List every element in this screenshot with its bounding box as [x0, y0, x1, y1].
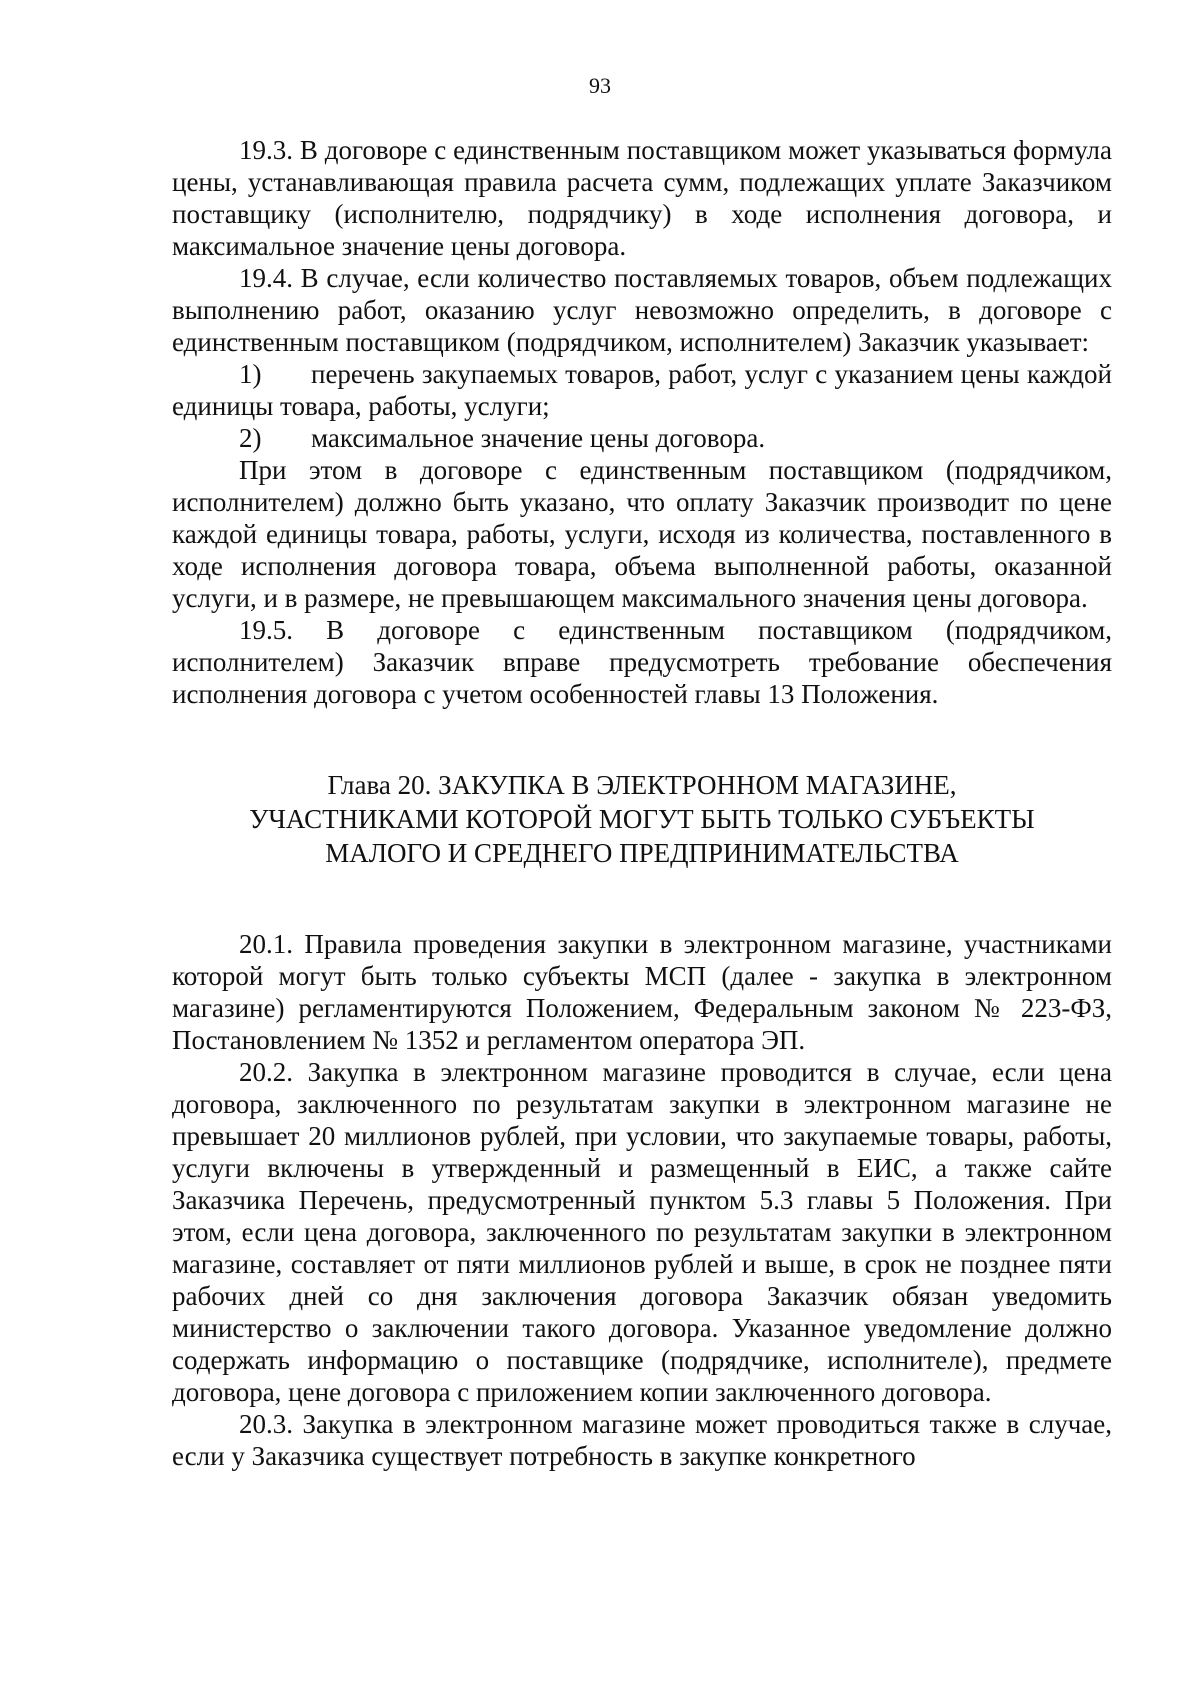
chapter-title-line-3: МАЛОГО И СРЕДНЕГО ПРЕДПРИНИМАТЕЛЬСТВА: [325, 838, 959, 868]
list-item-text: максимальное значение цены договора.: [311, 423, 766, 453]
paragraph-20-1: 20.1. Правила проведения закупки в электронном магазине, участниками которой могут быть только субъекты МСП (далее - закупка в электронном магазине) регламентируются Положением, Федеральным законом № 223-ФЗ, Постановлением № 1352 и регламентом оператора ЭП.: [172, 929, 1112, 1055]
chapter-heading: [172, 768, 1112, 870]
list-item-number: 2): [239, 423, 262, 453]
paragraph-19-3: 19.3. В договоре с единственным поставщиком может указываться формула цены, устанавливающая правила расчета сумм, подлежащих уплате Заказчиком поставщику (исполнителю, подрядчику) в ходе исполнения договора, и максимальное значение цены договора.: [172, 135, 1112, 261]
paragraph-20-3: 20.3. Закупка в электронном магазине может проводиться также в случае, если у Заказчика существует потребность в закупке конкретного: [172, 1409, 1112, 1471]
list-item: [172, 358, 1112, 422]
chapter-title-line-1: Глава 20. ЗАКУПКА В ЭЛЕКТРОННОМ МАГАЗИНЕ,: [327, 770, 957, 800]
page-number: 93: [589, 73, 611, 98]
list-item: [172, 422, 1112, 454]
list-item-number: 1): [239, 359, 262, 389]
paragraph-19-5: 19.5. В договоре с единственным поставщиком (подрядчиком, исполнителем) Заказчик вправе предусмотреть требование обеспечения исполнения договора с учетом особенностей главы 13 Положения.: [172, 615, 1112, 709]
document-body: [172, 134, 1112, 1472]
list-item-text: перечень закупаемых товаров, работ, услуг с указанием цены каждой единицы товара, работы, услуги;: [172, 359, 1112, 421]
paragraph-19-4: 19.4. В случае, если количество поставляемых товаров, объем подлежащих выполнению работ, оказанию услуг невозможно определить, в договоре с единственным поставщиком (подрядчиком, исполнителем) Заказчик указывает:: [172, 263, 1112, 357]
paragraph-19-4-continued: При этом в договоре с единственным поставщиком (подрядчиком, исполнителем) должно быть указано, что оплату Заказчик производит по цене каждой единицы товара, работы, услуги, исходя из количества, поставленного в ходе исполнения договора товара, объема выполненной работы, оказанной услуги, и в размере, не превышающем максимального значения цены договора.: [172, 455, 1112, 613]
paragraph-20-2: 20.2. Закупка в электронном магазине проводится в случае, если цена договора, заключенного по результатам закупки в электронном магазине не превышает 20 миллионов рублей, при условии, что закупаемые товары, работы, услуги включены в утвержденный и размещенный в ЕИС, а также сайте Заказчика Перечень, предусмотренный пунктом 5.3 главы 5 Положения. При этом, если цена договора, заключенного по результатам закупки в электронном магазине, составляет от пяти миллионов рублей и выше, в срок не позднее пяти рабочих дней со дня заключения договора Заказчик обязан уведомить министерство о заключении такого договора. Указанное уведомление должно содержать информацию о поставщике (подрядчике, исполнителе), предмете договора, цене договора с приложением копии заключенного договора.: [172, 1057, 1112, 1407]
chapter-title-line-2: УЧАСТНИКАМИ КОТОРОЙ МОГУТ БЫТЬ ТОЛЬКО СУБЪЕКТЫ: [249, 804, 1035, 834]
